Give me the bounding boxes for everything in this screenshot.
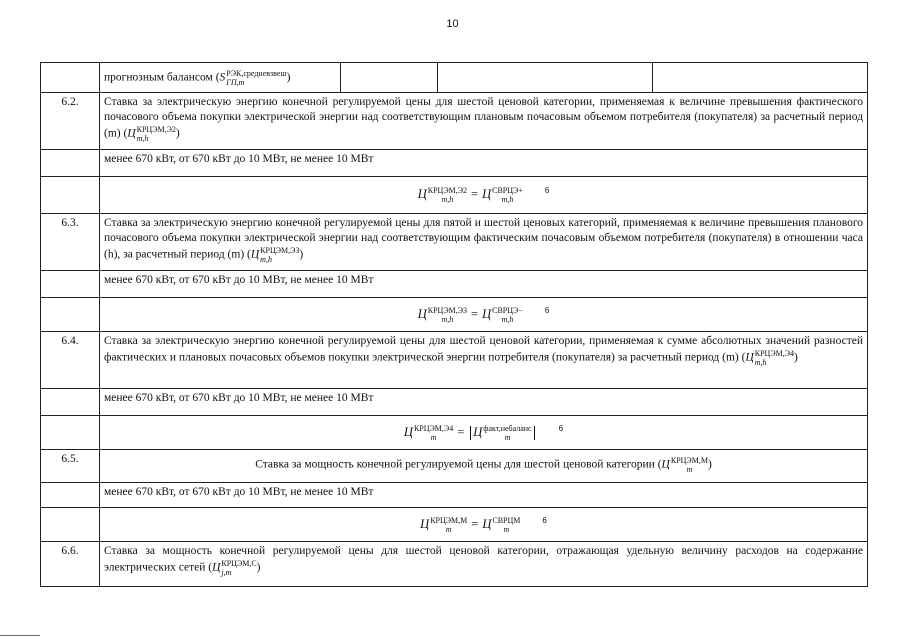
formula: Ц КРЦЭМ,М m = Ц СВРЦМ m $^6$	[100, 508, 868, 542]
table-row	[41, 483, 868, 508]
formula: Ц КРЦЭМ,Э2 m,h = Ц СВРЦЭ+ m,h $^6$	[100, 177, 868, 214]
table-row	[41, 177, 868, 214]
voltage-levels: менее 670 кВт, от 670 кВт до 10 МВт, не менее 10 МВт	[100, 271, 868, 298]
section-title: Ставка за электрическую энергию конечной регулируемой цены для пятой и шестой ценовых категорий, применяемая к величине превышения планового почасового объема покупки электрической энергии над соответствующим фактическим почасовым объемом потребителя (покупателя) в отношении часа (h), за расчетный период (m) (Ц КРЦЭМ,Э3 m,h )	[100, 214, 868, 271]
section-title: Ставка за мощность конечной регулируемой цены для шестой ценовой категории, отражающая удельную величину расходов на содержание электрических сетей (Ц КРЦЭМ,С j,m )	[100, 542, 868, 587]
section-number: 6.3.	[41, 214, 100, 271]
formula: Ц КРЦЭМ,Э4 m = Ц факт,небаланс m $^6$	[100, 416, 868, 450]
section-number: 6.6.	[41, 542, 100, 587]
section-number: 6.5.	[41, 450, 100, 483]
page-number: 10	[446, 18, 459, 30]
formula: Ц КРЦЭМ,Э3 m,h = Ц СВРЦЭ− m,h $^6$	[100, 298, 868, 332]
page-edge-rule	[0, 635, 40, 636]
voltage-levels: менее 670 кВт, от 670 кВт до 10 МВт, не менее 10 МВт	[100, 150, 868, 177]
table-row	[41, 389, 868, 416]
section-title: Ставка за электрическую энергию конечной регулируемой цены для шестой ценовой категории, применяемая к сумме абсолютных значений разностей фактических и плановых почасовых объемов покупки электрической энергии потребителя (покупателя) за расчетный период (m) (Ц КРЦЭМ,Э4 m,h )	[100, 332, 868, 389]
footnote-ref: 6	[544, 186, 550, 195]
table-row	[41, 150, 868, 177]
table-row	[41, 93, 868, 150]
table-row	[41, 542, 868, 587]
abs-bar	[470, 426, 471, 440]
table-row	[41, 271, 868, 298]
table-row	[41, 332, 868, 389]
table-row	[41, 508, 868, 542]
footnote-ref: 6	[558, 424, 564, 433]
forecast-balance-cell: прогнозным балансом (S РЭК,средневзвеш ГП,m )	[100, 63, 341, 93]
tariff-table	[40, 62, 868, 587]
footnote-ref: 6	[542, 516, 547, 525]
table-row	[41, 450, 868, 483]
section-title: Ставка за мощность конечной регулируемой цены для шестой ценовой категории (Ц КРЦЭМ,М m )	[100, 450, 868, 483]
voltage-levels: менее 670 кВт, от 670 кВт до 10 МВт, не менее 10 МВт	[100, 483, 868, 508]
table-row	[41, 298, 868, 332]
voltage-levels: менее 670 кВт, от 670 кВт до 10 МВт, не менее 10 МВт	[100, 389, 868, 416]
footnote-ref: 6	[544, 306, 550, 315]
section-number: 6.2.	[41, 93, 100, 150]
table-row	[41, 214, 868, 271]
table-row	[41, 416, 868, 450]
section-number: 6.4.	[41, 332, 100, 389]
abs-bar	[534, 426, 535, 440]
table-row	[41, 63, 868, 93]
section-title: Ставка за электрическую энергию конечной регулируемой цены для шестой ценовой категории, применяемая к величине превышения фактического почасового объема покупки электрической энергии над соответствующим плановым почасовым объемом потребителя (покупателя) за расчетный период (m) (Ц КРЦЭМ,Э2 m,h )	[100, 93, 868, 150]
